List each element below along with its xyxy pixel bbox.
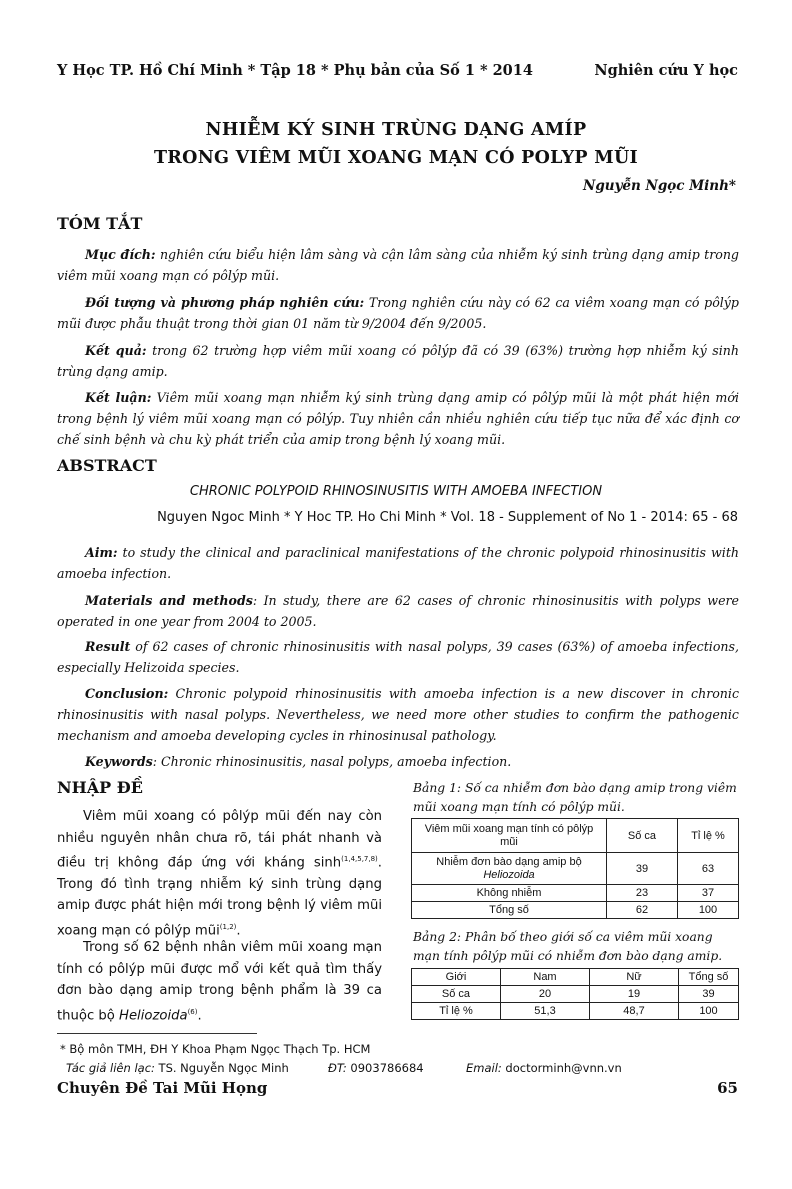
footnote-contact [66,1061,289,1075]
table1-cell-count: 62 [607,902,678,919]
abstract-title: CHRONIC POLYPOID RHINOSINUSITIS WITH AMOEBA INFECTION [189,484,603,499]
abstract-conclusion-text: Chronic polypoid rhinosinusitis with amoeba infection is a new discover in chronic rhinosinusitis with nasal polyps. Nevertheless, we need more other studies to confirm the pathogenic mechanism and amoeba developing cycles in rhinosinusal pathology. [57,686,739,743]
footnote-affiliation: * Bộ môn TMH, ĐH Y Khoa Phạm Ngọc Thạch Tp. HCM [60,1042,371,1056]
running-header-left: Y Học TP. Hồ Chí Minh * Tập 18 * Phụ bản của Số 1 * 2014 [57,62,533,79]
article-title-line-1: NHIỄM KÝ SINH TRÙNG DẠNG AMÍP [205,120,587,140]
abstract-result-label: Result [85,639,131,654]
table2 [411,968,739,1020]
summary-aim [57,244,739,286]
table1-cell-count: 39 [607,853,678,885]
table-row [412,853,739,885]
abstract-result [57,636,739,678]
table-row [412,902,739,919]
footer-journal: Chuyên Đề Tai Mũi Họng [57,1079,268,1097]
intro-p1-ref: (1,4,5,7,8) [341,855,378,863]
summary-results [57,340,739,382]
abstract-methods-text: : In study, there are 62 cases of chronic rhinosinusitis with polyps were operated in one year from 2004 to 2005. [57,593,740,629]
intro-p2-ref: (6) [187,1007,198,1016]
abstract-methods-label: Materials and methods [85,593,253,608]
abstract-methods [57,590,739,632]
intro-paragraph-1 [57,806,382,942]
table2-header: Giới [412,969,501,986]
abstract-citation: Nguyen Ngoc Minh * Y Hoc TP. Ho Chi Minh * Vol. 18 - Supplement of No 1 - 2014: 65 - 68 [157,510,738,525]
intro-p1-end: . [236,923,241,939]
page-number: 65 [717,1079,738,1097]
table-row [412,986,739,1003]
summary-heading: TÓM TẮT [57,214,143,233]
intro-p2-end: . [197,1007,202,1023]
table1-header-pct: Tỉ lệ % [678,819,739,853]
table1-cell-label: Tổng số [412,902,607,919]
table1-cell-pct: 63 [678,853,739,885]
table1-caption: Bảng 1: Số ca nhiễm đơn bào dạng amip trong viêm mũi xoang mạn tính có pôlýp mũi. [413,781,737,814]
table2-cell: Số ca [412,986,501,1003]
table1-cell-label: Không nhiễm [412,885,607,902]
table2-cell: 48,7 [590,1003,679,1020]
table1-cell-count: 23 [607,885,678,902]
table1-header-count: Số ca [607,819,678,853]
summary-methods [57,292,739,334]
table-row [412,885,739,902]
summary-methods-label: Đối tượng và phương pháp nghiên cứu: [85,295,365,310]
summary-conclusion-text: Viêm mũi xoang mạn nhiễm ký sinh trùng dạng amip có pôlýp mũi là một phát hiện mới trong bệnh lý viêm mũi xoang mạn có pôlýp. Tuy nhiên cần nhiều nghiên cứu tiếp tục nữa để xác định cơ chế sinh bệnh và chu kỳ phát triển của amip trong bệnh lý xoang mũi. [57,390,739,447]
table2-cell: 100 [679,1003,739,1020]
footnote-phone-label: ĐT: [328,1061,347,1075]
table2-header: Nam [501,969,590,986]
intro-p2-text: Trong số 62 bệnh nhân viêm mũi xoang mạn tính có pôlýp mũi được mổ với kết quả tìm thấy đơn bào dạng amip trong bệnh phẩm là 39 ca thuộc bộ [57,940,382,1023]
abstract-conclusion-label: Conclusion: [85,686,169,701]
running-header-right: Nghiên cứu Y học [594,62,738,79]
intro-p1b-text: . Trong đó tình trạng nhiễm ký sinh trùng dạng amip được phát hiện mới trong bệnh lý viêm mũi xoang mạn có pôlýp mũi [57,855,382,939]
abstract-keywords-label: Keywords [85,754,153,769]
table1-header-group: Viêm mũi xoang mạn tính có pôlýp mũi [412,819,607,853]
table1-cell-pct: 100 [678,902,739,919]
intro-p2-italic: Heliozoida [119,1007,188,1023]
summary-conclusion-label: Kết luận: [85,390,152,405]
abstract-conclusion [57,683,739,746]
table1-row1-label-italic: Heliozoida [483,868,535,881]
summary-results-text: trong 62 trường hợp viêm mũi xoang có pôlýp đã có 39 (63%) trường hợp nhiễm ký sinh trùng dạng amip. [57,343,739,379]
summary-aim-text: nghiên cứu biểu hiện lâm sàng và cận lâm sàng của nhiễm ký sinh trùng dạng amip trong viêm mũi xoang mạn có pôlýp mũi. [57,247,739,283]
table2-caption: Bảng 2: Phân bố theo giới số ca viêm mũi xoang mạn tính pôlýp mũi có nhiễm đơn bào dạng amip. [413,930,723,963]
abstract-aim-text: to study the clinical and paraclinical manifestations of the chronic polypoid rhinosinusitis with amoeba infection. [57,545,739,581]
footnote-email-label: Email: [466,1061,502,1075]
table2-header: Nữ [590,969,679,986]
intro-p1-text: Viêm mũi xoang có pôlýp mũi đến nay còn nhiều nguyên nhân chưa rõ, tái phát nhanh và điều trị không đáp ứng với kháng sinh [57,809,382,871]
intro-paragraph-2 [57,937,382,1026]
summary-results-label: Kết quả: [85,343,147,358]
table1-cell-pct: 37 [678,885,739,902]
abstract-aim-label: Aim: [85,545,118,560]
intro-heading: NHẬP ĐỀ [57,778,143,797]
abstract-heading: ABSTRACT [57,456,157,475]
author: Nguyễn Ngọc Minh* [582,178,736,194]
footnote-email-value: doctorminh@vnn.vn [501,1061,622,1075]
table2-header: Tổng số [679,969,739,986]
table2-cell: 51,3 [501,1003,590,1020]
footnote-contact-label: Tác giả liên lạc: [66,1061,155,1075]
summary-methods-text: Trong nghiên cứu này có 62 ca viêm xoang mạn có pôlýp mũi được phẫu thuật trong thời gian 01 năm từ 9/2004 đến 9/2005. [57,295,739,331]
summary-aim-label: Mục đích: [85,247,156,262]
footnote-email [466,1061,622,1075]
table2-cell: 19 [590,986,679,1003]
footnote-phone-value: 0903786684 [346,1061,424,1075]
table1 [411,818,739,919]
summary-conclusion [57,387,739,450]
footnote-divider [57,1033,257,1034]
table1-cell-label [412,853,607,885]
article-title-line-2: TRONG VIÊM MŨI XOANG MẠN CÓ POLYP MŨI [153,148,638,168]
abstract-aim [57,542,739,584]
table1-row1-label: Nhiễm đơn bào dạng amip bộ [436,855,582,868]
intro-p1b-ref: (1,2) [219,922,237,931]
table2-cell: 39 [679,986,739,1003]
footnote-contact-name: TS. Nguyễn Ngọc Minh [154,1061,289,1075]
table2-cell: Tỉ lệ % [412,1003,501,1020]
table-row [412,1003,739,1020]
abstract-keywords-text: : Chronic rhinosinusitis, nasal polyps, amoeba infection. [152,754,512,769]
table2-cell: 20 [501,986,590,1003]
abstract-keywords [57,751,739,772]
abstract-result-text: of 62 cases of chronic rhinosinusitis with nasal polyps, 39 cases (63%) of amoeba infections, especially Helizoida species. [57,639,739,675]
footnote-phone [328,1061,424,1075]
